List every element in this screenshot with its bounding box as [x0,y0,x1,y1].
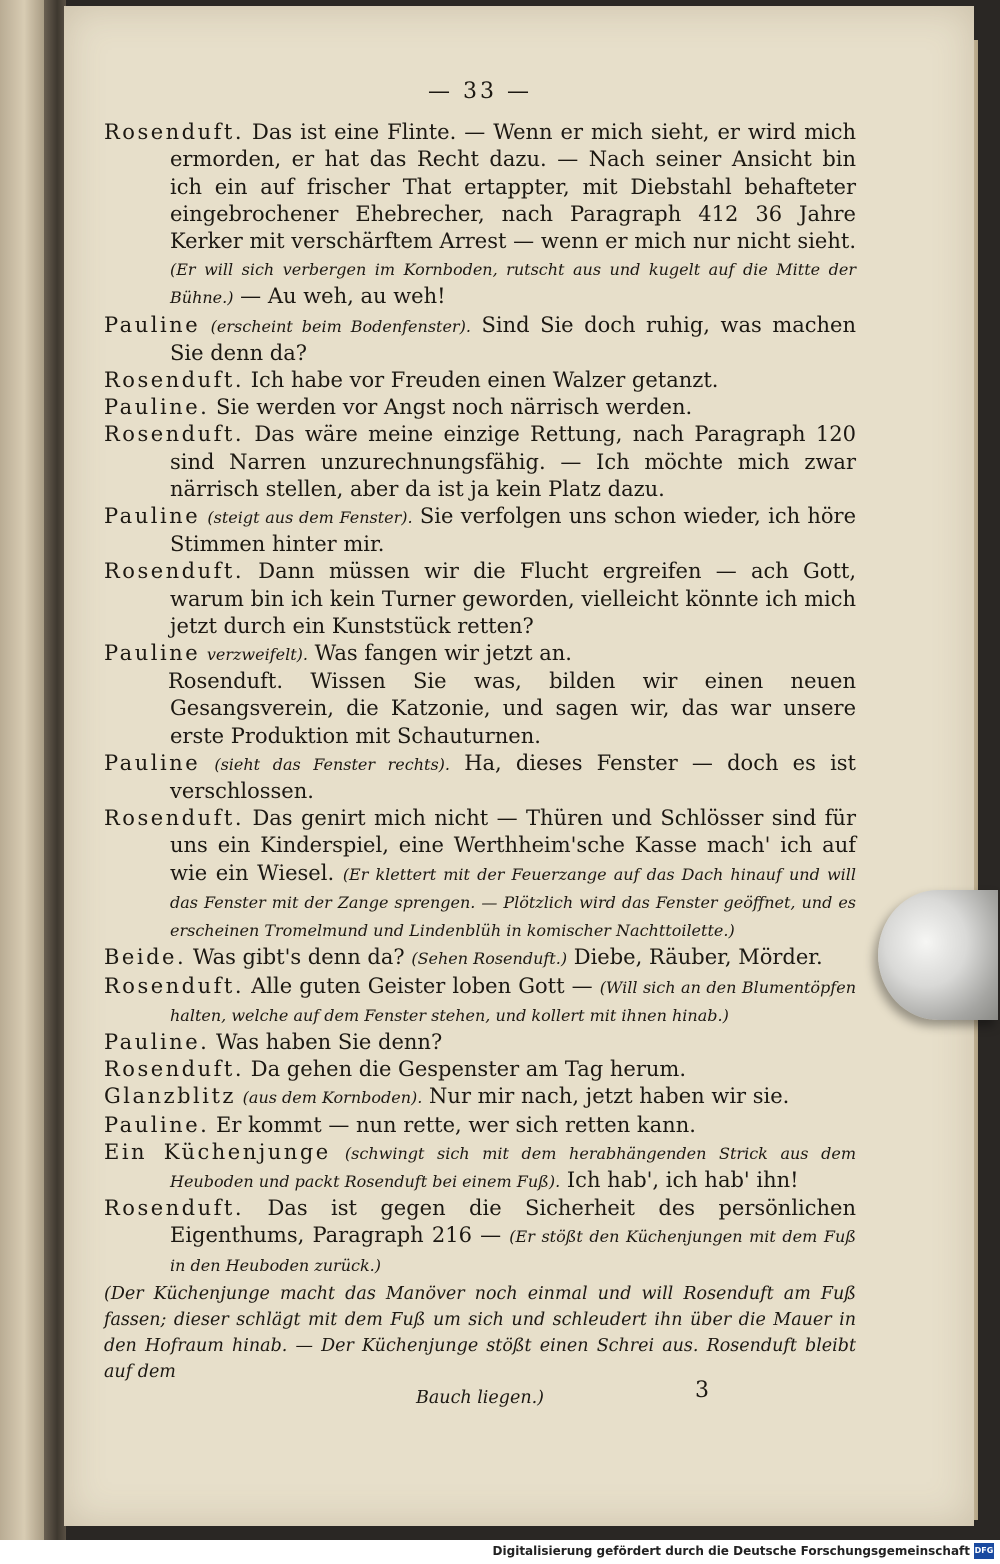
speech-text: Dann müssen wir die Flucht ergreifen — ach Gott, warum bin ich kein Turner geworden, vielleicht könnte ich mich jetzt durch ein Kunststück retten? [170,559,856,638]
speech-text: Er kommt — nun rette, wer sich retten kann. [215,1112,696,1137]
book-gutter [44,0,66,1540]
stage-direction-inline: (Er stößt den Küchenjungen mit dem Fuß in den Heuboden zurück.) [170,1227,856,1275]
dfg-logo-icon: DFG [974,1543,994,1559]
digitization-footer [0,1540,1000,1564]
funding-note: Digitalisierung gefördert durch die Deutsche Forschungsgemeinschaft [492,1544,970,1558]
facing-page-edge [0,0,44,1540]
speech-text: Was gibt's denn da? [192,945,405,970]
speaker-name: Rosenduft. [104,422,245,447]
speaker-name: Pauline [104,750,201,775]
stage-direction-inline: (Er will sich verbergen im Kornboden, rutscht aus und kugelt auf die Mitte der Bühne.) [170,260,856,308]
speech-text: Was haben Sie denn? [215,1029,443,1054]
dialogue-entry [104,1083,856,1111]
stage-direction-inline: (sieht das Fenster rechts). [214,754,451,774]
stage-direction-inline: (aus dem Kornboden). [242,1088,423,1108]
speech-text: Was fangen wir jetzt an. [314,641,572,666]
dialogue-entry [104,394,856,421]
speech-text: Da gehen die Gespenster am Tag herum. [250,1057,687,1082]
speaker-name: Pauline [104,504,201,529]
dialogue-entry [104,805,856,944]
speaker-name: Beide. [104,945,187,970]
stage-direction-inline: (Sehen Rosenduft.) [411,949,568,969]
speech-text: Ha, dieses Fenster — doch es ist verschlossen. [170,750,856,804]
speaker-name: Pauline. [104,395,210,420]
stage-direction-inline: verzweifelt). [206,645,308,665]
speaker-name: Pauline. [104,1029,210,1054]
speaker-name: Rosenduft. [104,559,245,584]
stage-direction-inline: (Will sich an den Blumentöpfen halten, welche auf dem Fenster stehen, und kollert mit ihnen hinab.) [170,977,856,1025]
dialogue-entry [104,503,856,558]
speaker-name: Pauline. [104,1112,210,1137]
speaker-name: Glanzblitz [104,1084,236,1109]
dialogue-entry [104,312,856,367]
speech-text: Das wäre meine einzige Rettung, nach Paragraph 120 sind Narren unzurechnungsfähig. — Ich möchte mich zwar närrisch stellen, aber da ist ja kein Platz dazu. [170,422,856,501]
stage-direction-text: (Der Küchenjunge macht das Manöver noch einmal und will Rosenduft am Fuß fassen; dieser schlägt mit dem Fuß um sich und schleudert ihn über die Mauer in den Hofraum hinab. — Der Küchenjunge stößt einen Schrei aus. Rosenduft bleibt auf dem [104,1283,856,1382]
speech-text: Sie verfolgen uns schon wieder, ich höre Stimmen hinter mir. [170,504,857,557]
dialogue-entry [104,1029,856,1056]
stage-direction-inline: (Er klettert mit der Feuerzange auf das Dach hinauf und will das Fenster mit der Zange sprengen. — Plötzlich wird das Fenster geöffnet, und es erscheinen Tromelmund und Lindenblüh in komischer Nachttoilette.) [170,864,856,941]
speaker-name: Rosenduft. [104,120,245,145]
dialogue-entry [104,1112,856,1139]
dialogue-entry [104,1195,856,1279]
dialogue-entry [104,944,856,972]
dialogue-entry [104,367,856,394]
sheet-signature: 3 [695,1378,709,1403]
speaker-name: Rosenduft. [104,806,245,831]
speech-text: Sind Sie doch ruhig, was machen Sie denn da? [170,312,856,365]
dialogue-entry [104,640,856,668]
speech-text: Alle guten Geister loben Gott — [251,973,593,998]
speech-text: Das ist eine Flinte. — Wenn er mich sieht, er wird mich ermorden, er hat das Recht dazu. — Nach seiner Ansicht bin ich ein auf frischer That ertappter, mit Diebstahl behafteter eingebrochener Ehebrecher, nach Paragraph 412 36 Jahre Kerker mit verschärftem Arrest — wenn er mich nur nicht sieht. [170,120,856,254]
stage-direction-inline: (steigt aus dem Fenster). [207,508,413,528]
speaker-name: Ein Küchenjunge [104,1139,331,1164]
dialogue-block-2 [104,750,856,1279]
dialogue-entry [104,1139,856,1195]
dialogue-entry [104,558,856,640]
page-text [104,78,856,1411]
dialogue-block-1 [104,119,856,668]
speech-text: Diebe, Räuber, Mörder. [573,945,823,970]
stage-direction-last: Bauch liegen.) [416,1387,544,1408]
dialogue-entry [104,750,856,805]
speaker-name: Rosenduft. [104,368,245,393]
speech-text: — Au weh, au weh! [240,284,446,309]
indented-speech [104,668,856,750]
speech-text: Ich hab', ich hab' ihn! [566,1167,799,1192]
speaker-name: Pauline [104,641,201,666]
speaker-name: Rosenduft. [104,1057,245,1082]
speech-text: Sie werden vor Angst noch närrisch werden. [215,395,693,420]
dialogue-entry [104,119,856,311]
speaker-name: Rosenduft. [104,1196,245,1221]
dialogue-entry [104,1056,856,1083]
stage-direction [104,1281,856,1411]
page-header: — 33 — [428,79,532,104]
stage-direction-inline: (schwingt sich mit dem herabhängenden Strick aus dem Heuboden und packt Rosenduft bei einem Fuß). [170,1143,857,1191]
speech-text: Das genirt mich nicht — Thüren und Schlösser sind für uns ein Kinderspiel, eine Werthheim'sche Kasse mach' ich auf wie ein Wiesel. [170,806,856,885]
speech-text: Ich habe vor Freuden einen Walzer getanzt. [250,368,719,393]
speech-text: Wissen Sie was, bilden wir einen neuen Gesangsverein, die Katzonie, und sagen wir, das war unsere erste Produktion mit Schauturnen. [170,669,856,748]
speaker-name: Rosenduft. [168,669,284,694]
speaker-name: Rosenduft. [104,973,245,998]
speaker-name: Pauline [104,312,201,337]
dialogue-entry [104,973,856,1029]
dialogue-entry [104,421,856,503]
reflector-disc [878,890,998,1020]
stage-direction-inline: (erscheint beim Bodenfenster). [210,316,471,336]
speech-text: Das ist gegen die Sicherheit des persönlichen Eigenthums, Paragraph 216 — [170,1196,856,1248]
speech-text: Nur mir nach, jetzt haben wir sie. [429,1084,790,1109]
